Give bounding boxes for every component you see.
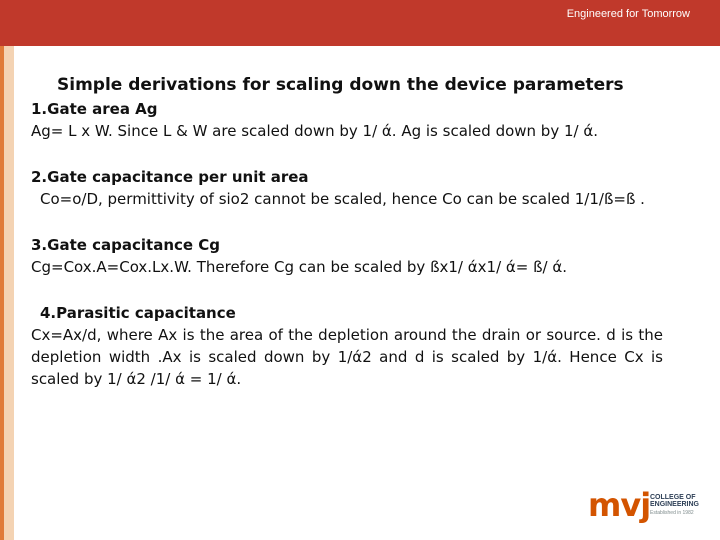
left-accent-edge: [0, 46, 4, 540]
logo-line2: ENGINEERING: [650, 501, 700, 508]
logo-mark: mvj: [588, 486, 651, 524]
section-parasitic-capacitance: [31, 302, 663, 390]
section-heading: 4.Parasitic capacitance: [40, 304, 236, 322]
section-body: Cg=Cox.A=Cox.Lx.W. Therefore Cg can be scaled by ßx1/ άx1/ ά= ß/ ά.: [31, 258, 568, 276]
header-bar: [0, 0, 720, 46]
section-body: Cx=Ax/d, where Ax is the area of the depletion around the drain or source. d is the depletion width .Ax is scaled down by 1/ά2 and d is scaled by 1/ά. Hence Cx is scaled by 1/ ά2 /1/ ά = 1/ ά.: [31, 326, 663, 388]
logo-subtext: Established in 1982: [650, 510, 694, 516]
section-gate-area: [31, 98, 663, 142]
college-logo: [588, 486, 700, 526]
section-body: Ag= L x W. Since L & W are scaled down by 1/ ά. Ag is scaled down by 1/ ά.: [31, 122, 598, 140]
logo-text: [650, 494, 699, 508]
section-heading: 2.Gate capacitance per unit area: [31, 168, 309, 186]
logo-line1: COLLEGE OF: [650, 494, 696, 501]
section-body: Co=ο/D, permittivity of sio2 cannot be scaled, hence Co can be scaled 1/1/ß=ß .: [40, 190, 645, 208]
slide-content: [31, 72, 663, 414]
section-heading: 3.Gate capacitance Cg: [31, 236, 221, 254]
tagline: Engineered for Tomorrow: [566, 8, 690, 20]
slide-title: Simple derivations for scaling down the device parameters: [57, 75, 624, 95]
section-gate-capacitance-per-area: [31, 166, 663, 210]
section-gate-capacitance: [31, 234, 663, 278]
section-heading: 1.Gate area Ag: [31, 100, 158, 118]
